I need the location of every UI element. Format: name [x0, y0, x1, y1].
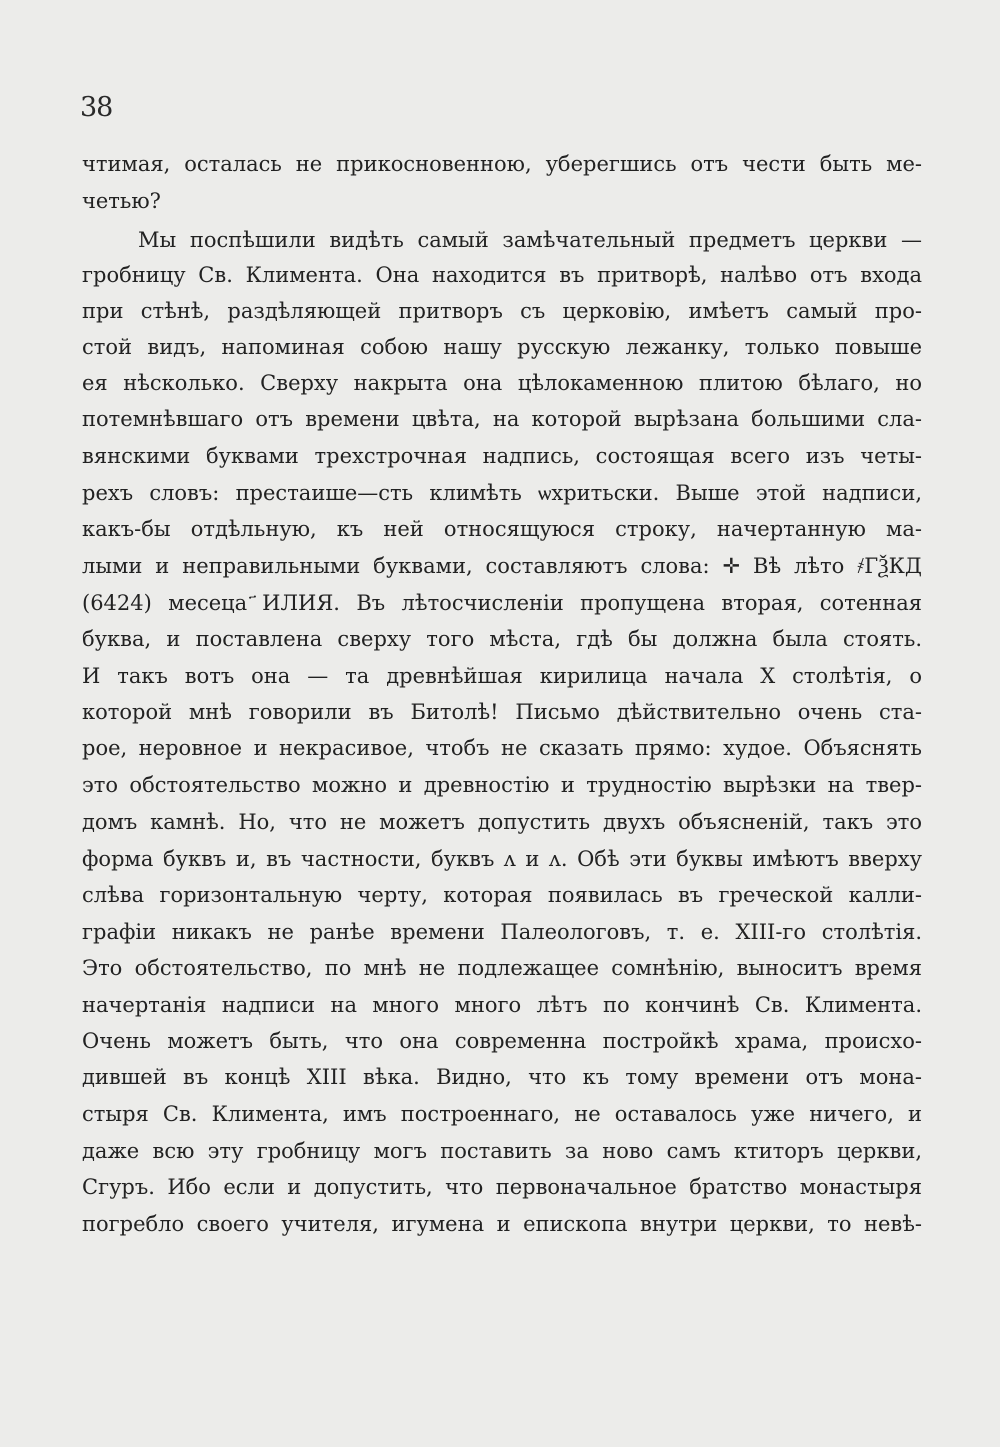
text-line-10: рехъ словъ: престаише—сть климѣть ѡхритьски. Выше этой надписи,	[82, 481, 922, 505]
text-line-26: дившей въ концѣ XIII вѣка. Видно, что къ тому времени отъ мона-	[82, 1065, 922, 1089]
text-line-20: форма буквъ и, въ частности, буквъ ʌ и ʌ. Обѣ эти буквы имѣютъ вверху	[82, 847, 922, 871]
text-line-5: при стѣнѣ, раздѣляющей притворъ съ церковію, имѣетъ самый про-	[82, 299, 922, 323]
text-line-29: Сгуръ. Ибо если и допустить, что первоначальное братство монастыря	[82, 1175, 922, 1199]
text-line-3: Мы поспѣшили видѣть самый замѣчательный предметъ церкви —	[138, 228, 922, 252]
text-line-9: вянскими буквами трехстрочная надпись, состоящая всего изъ четы-	[82, 444, 922, 468]
text-line-17: рое, неровное и некрасивое, чтобъ не сказать прямо: худое. Объяснять	[82, 736, 922, 760]
text-line-2: четью?	[82, 189, 161, 213]
text-line-22: графіи никакъ не ранѣе времени Палеологовъ, т. е. XIII-го столѣтія.	[82, 920, 922, 944]
text-line-1: чтимая, осталась не прикосновенною, уберегшись отъ чести быть ме-	[82, 152, 922, 176]
text-line-16: которой мнѣ говорили въ Битолѣ! Письмо дѣйствительно очень ста-	[82, 700, 922, 724]
text-line-6: стой видъ, напоминая собою нашу русскую лежанку, только повыше	[82, 335, 922, 359]
text-line-14: буква, и поставлена сверху того мѣста, гдѣ бы должна была стоять.	[82, 627, 922, 651]
text-line-25: Очень можетъ быть, что она современна постройкѣ храма, происхо-	[82, 1029, 922, 1053]
text-line-19: домъ камнѣ. Но, что не можетъ допустить двухъ объясненій, такъ это	[82, 810, 922, 834]
text-line-24: начертанія надписи на много много лѣтъ по кончинѣ Св. Климента.	[82, 993, 922, 1017]
text-line-15: И такъ вотъ она — та древнѣйшая кирилица начала X столѣтія, о	[82, 664, 922, 688]
text-line-18: это обстоятельство можно и древностію и трудностію вырѣзки на твер-	[82, 773, 922, 797]
text-line-7: ея нѣсколько. Сверху накрыта она цѣлокаменною плитою бѣлаго, но	[82, 371, 922, 395]
text-line-23: Это обстоятельство, по мнѣ не подлежащее сомнѣнію, выноситъ время	[82, 956, 922, 980]
text-line-21: слѣва горизонтальную черту, которая появилась въ греческой калли-	[82, 883, 922, 907]
text-line-28: даже всю эту гробницу могъ поставить за ново самъ ктиторъ церкви,	[82, 1139, 922, 1163]
text-line-11: какъ-бы отдѣльную, къ ней относящуюся строку, начертанную ма-	[82, 517, 922, 541]
page-number: 38	[80, 92, 113, 123]
text-line-4: гробницу Св. Климента. Она находится въ притворѣ, налѣво отъ входа	[82, 263, 922, 287]
text-line-12: лыми и неправильными буквами, составляютъ слова: ✛ Вѣ лѣто ҂ГѮКД	[82, 554, 922, 578]
text-line-8: потемнѣвшаго отъ времени цвѣта, на которой вырѣзана большими сла-	[82, 407, 922, 431]
text-line-30: погребло своего учителя, игумена и епископа внутри церкви, то невѣ-	[82, 1212, 922, 1236]
text-line-13: (6424) месеца ҃ИЛИЯ. Въ лѣтосчисленіи пропущена вторая, сотенная	[82, 591, 922, 615]
text-line-27: стыря Св. Климента, имъ построеннаго, не оставалось уже ничего, и	[82, 1102, 922, 1126]
